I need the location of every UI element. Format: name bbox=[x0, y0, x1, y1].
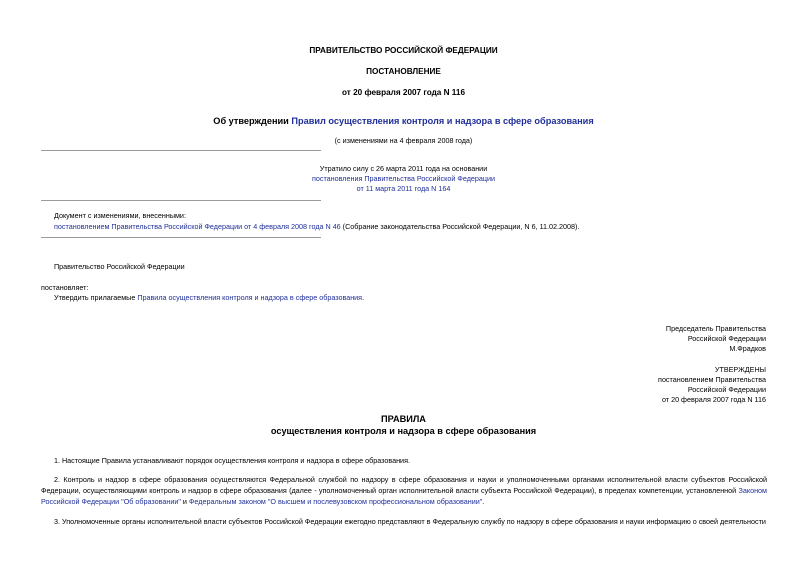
divider bbox=[41, 237, 321, 238]
signature-country: Российской Федерации bbox=[687, 334, 766, 343]
signature-title: Председатель Правительства bbox=[665, 324, 766, 333]
header-decree: ПОСТАНОВЛЕНИЕ bbox=[366, 67, 441, 76]
body-government: Правительство Российской Федерации bbox=[54, 262, 185, 271]
body-approve bbox=[54, 293, 364, 302]
divider bbox=[41, 150, 321, 151]
paragraph-1: 1. Настоящие Правила устанавливают порядок осуществления контроля и надзора в сфере образования. bbox=[54, 456, 410, 465]
title-prefix: Об утверждении bbox=[213, 116, 292, 126]
body-decrees: постановляет: bbox=[41, 283, 89, 292]
expiry-link-1[interactable]: постановления Правительства Российской Федерации bbox=[311, 174, 496, 183]
changes-line bbox=[54, 222, 579, 231]
p2-end: . bbox=[482, 497, 485, 506]
changes-heading: Документ с изменениями, внесенными: bbox=[54, 211, 186, 220]
amendments-note: (с изменениями на 4 февраля 2008 года) bbox=[334, 136, 473, 145]
expiry-line-1: Утратило силу с 26 марта 2011 года на основании bbox=[319, 164, 488, 173]
approved-heading: УТВЕРЖДЕНЫ bbox=[714, 365, 766, 374]
rules-title: ПРАВИЛА bbox=[381, 414, 426, 424]
signature-name: М.Фрадков bbox=[729, 344, 766, 353]
approve-prefix: Утвердить прилагаемые bbox=[54, 293, 138, 302]
title-link[interactable]: Правил осуществления контроля и надзора в сфере образования bbox=[291, 116, 594, 126]
p2-link-federal-law[interactable]: Федеральным законом "О высшем и послевузовском профессиональном образовании" bbox=[188, 497, 483, 506]
paragraph-2 bbox=[41, 474, 767, 507]
changes-tail: (Собрание законодательства Российской Федерации, N 6, 11.02.2008). bbox=[340, 222, 580, 231]
p2-mid: и bbox=[180, 497, 189, 506]
divider bbox=[41, 200, 321, 201]
approve-link[interactable]: Правила осуществления контроля и надзора в сфере образования bbox=[137, 293, 363, 302]
approved-country: Российской Федерации bbox=[687, 385, 766, 394]
document-title bbox=[0, 116, 807, 126]
approve-suffix: . bbox=[362, 293, 365, 302]
header-government: ПРАВИТЕЛЬСТВО РОССИЙСКОЙ ФЕДЕРАЦИИ bbox=[309, 46, 498, 55]
header-date: от 20 февраля 2007 года N 116 bbox=[341, 88, 466, 97]
p2-link-law[interactable]: Законом Российской Федерации "Об образовании" bbox=[41, 486, 767, 506]
p2-text: 2. Контроль и надзор в сфере образования осуществляются Федеральной службой по надзору в сфере образования и науки и уполномоченными органами исполнительной власти субъектов Российской Федерации, осуществляющими контроль и надзор в сфере образования (далее - уполномоченный орган исполнительной власти субъекта Российской Федерации), в пределах компетенции, установленной bbox=[41, 475, 767, 495]
approved-by: постановлением Правительства bbox=[658, 375, 766, 384]
paragraph-3: 3. Уполномоченные органы исполнительной власти субъектов Российской Федерации ежегодно представляют в Федеральную службу по надзору в сфере образования и науки информацию о своей деятельности bbox=[54, 517, 766, 526]
changes-link[interactable]: постановлением Правительства Российской Федерации от 4 февраля 2008 года N 46 bbox=[54, 222, 341, 231]
approved-date: от 20 февраля 2007 года N 116 bbox=[661, 395, 766, 404]
expiry-link-2[interactable]: от 11 марта 2011 года N 164 bbox=[356, 184, 451, 193]
rules-subtitle: осуществления контроля и надзора в сфере образования bbox=[270, 426, 537, 436]
